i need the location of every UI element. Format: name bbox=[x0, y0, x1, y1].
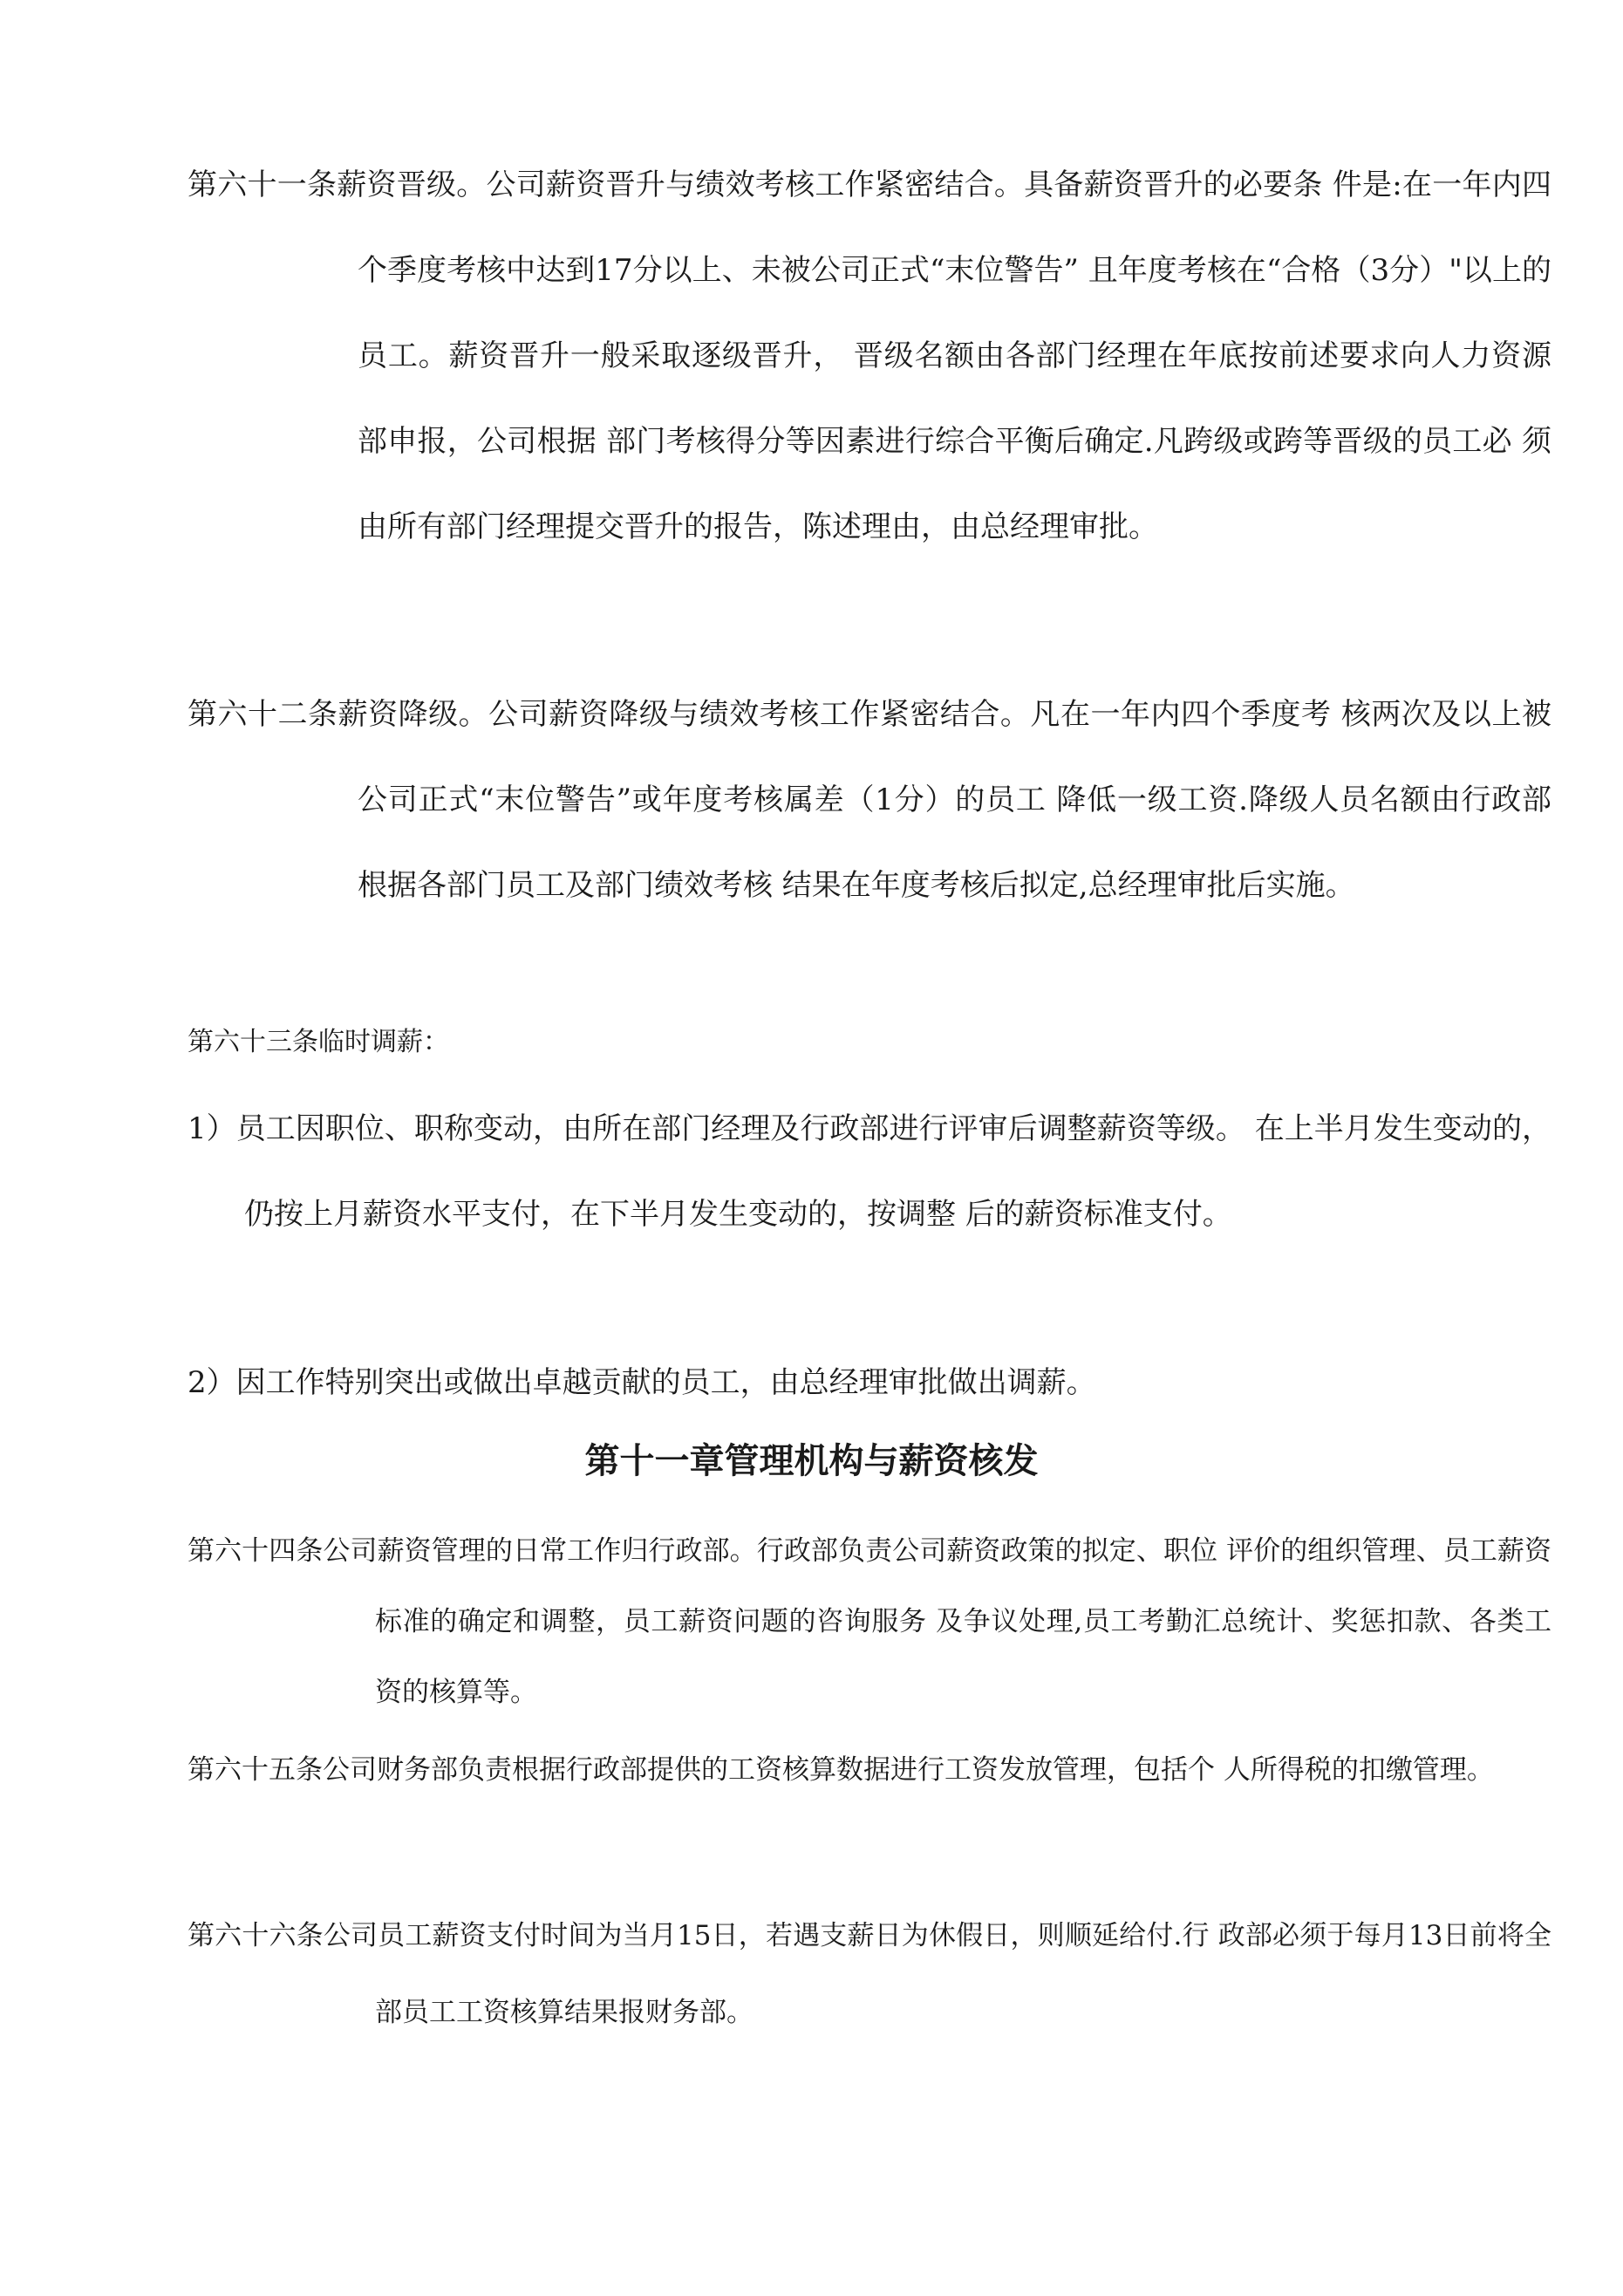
article-66-payment-date: 第六十六条公司员工薪资支付时间为当月15日，若遇支薪日为休假日，则顺延给付.行 政部必须于每月13日前将全部员工工资核算结果报财务部。 bbox=[188, 1920, 1551, 2028]
article-61-salary-promotion: 第六十一条薪资晋级。公司薪资晋升与绩效考核工作紧密结合。具备薪资晋升的必要条 件是:在一年内四个季度考核中达到17分以上、未被公司正式“末位警告” 且年度考核在“合格（3分）"以上的员工。薪资晋升一般采取逐级晋升， 晋级名额由各部门经理在年底按前述要求向人力资源部申报，公司根据 部门考核得分等因素进行综合平衡后确定.凡跨级或跨等晋级的员工必 须由所有部门经理提交晋升的报告，陈述理由，由总经理审批。 bbox=[188, 167, 1551, 544]
article-63-temporary-adjustment: 第六十三条临时调薪： bbox=[188, 1027, 449, 1057]
article-62-salary-demotion: 第六十二条薪资降级。公司薪资降级与绩效考核工作紧密结合。凡在一年内四个季度考 核两次及以上被公司正式“末位警告”或年度考核属差（1分）的员工 降低一级工资.降级人员名额由行政部根据各部门员工及部门绩效考核 结果在年度考核后拟定,总经理审批后实施。 bbox=[188, 697, 1551, 903]
list-item-1: 1）员工因职位、职称变动，由所在部门经理及行政部进行评审后调整薪资等级。 在上半月发生变动的，仍按上月薪资水平支付，在下半月发生变动的，按调整 后的薪资标准支付。 bbox=[188, 1111, 1551, 1232]
article-64-administration: 第六十四条公司薪资管理的日常工作归行政部。行政部负责公司薪资政策的拟定、职位 评价的组织管理、员工薪资标准的确定和调整，员工薪资问题的咨询服务 及争议处理,员工考勤汇总统计、奖惩扣款、各类工资的核算等。 bbox=[188, 1535, 1551, 1708]
article-65-finance: 第六十五条公司财务部负责根据行政部提供的工资核算数据进行工资发放管理，包括个 人所得税的扣缴管理。 bbox=[188, 1754, 1494, 1786]
list-item-2: 2）因工作特别突出或做出卓越贡献的员工，由总经理审批做出调薪。 bbox=[188, 1365, 1096, 1400]
chapter-heading: 第十一章管理机构与薪资核发 bbox=[584, 1440, 1039, 1481]
